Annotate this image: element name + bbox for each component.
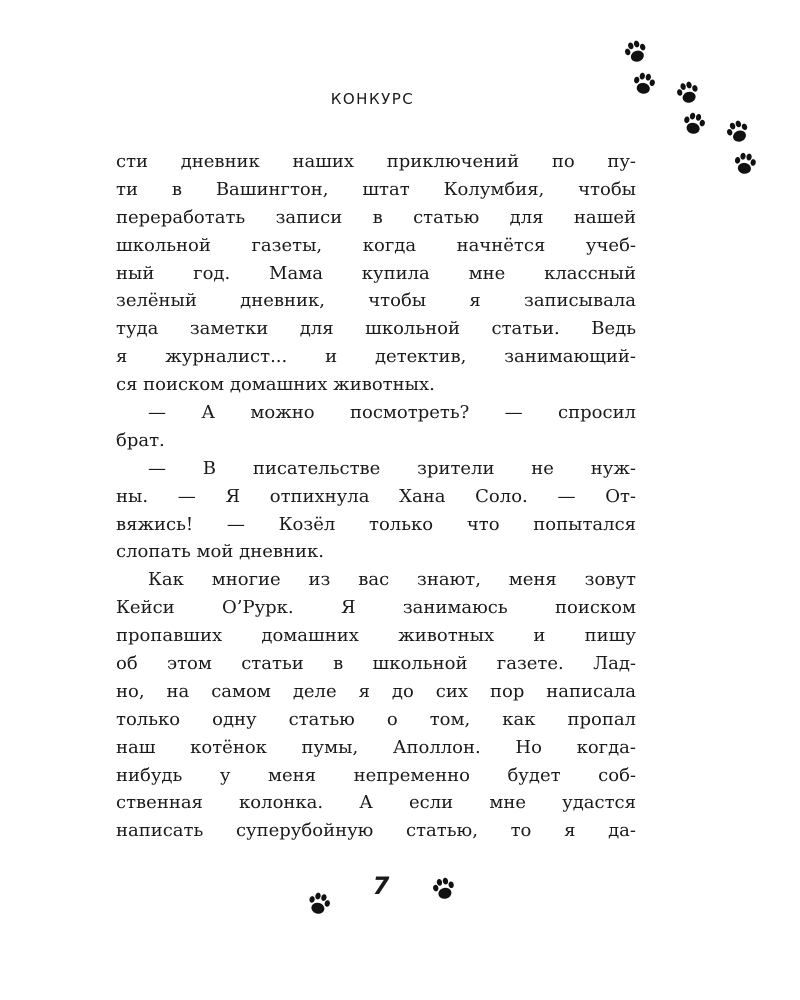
paw-print-icon — [302, 887, 336, 921]
text-line: пропавших домашних животных и пишу — [116, 625, 636, 647]
running-head: КОНКУРС — [330, 90, 415, 108]
page-number: 7 — [372, 872, 390, 900]
text-line: нибудь у меня непременно будет соб- — [116, 764, 636, 786]
text-line: ти в Вашингтон, штат Колумбия, чтобы — [116, 178, 636, 200]
paw-print-icon — [618, 34, 653, 69]
text-line: наш котёнок пумы, Аполлон. Но когда- — [116, 736, 636, 758]
body-text — [116, 148, 636, 845]
text-line: зелёный дневник, чтобы я записывала — [116, 290, 636, 312]
text-line: написать суперубойную статью, то я да- — [116, 820, 636, 842]
text-line: Как многие из вас знают, меня зовут — [148, 569, 636, 591]
text-line: брат. — [116, 429, 165, 451]
text-line: ны. — Я отпихнула Хана Соло. — От- — [116, 485, 636, 507]
text-line: — В писательстве зрители не нуж- — [148, 457, 636, 479]
paw-print-icon — [628, 68, 660, 100]
text-line: слопать мой дневник. — [116, 541, 324, 563]
paw-print-icon — [729, 148, 761, 180]
text-line: школьной газеты, когда начнётся учеб- — [116, 234, 636, 256]
text-line: переработать записи в статью для нашей — [116, 206, 636, 228]
text-line: сти дневник наших приключений по пу- — [116, 151, 636, 172]
text-line: вяжись! — Козёл только что попытался — [116, 513, 636, 535]
paw-print-icon — [427, 872, 460, 905]
text-line: ся поиском домашних животных. — [116, 374, 435, 396]
text-line: об этом статьи в школьной газете. Лад- — [116, 653, 636, 675]
text-line: ный год. Мама купила мне классный — [116, 262, 636, 284]
text-line: туда заметки для школьной статьи. Ведь — [116, 318, 636, 340]
text-line: ственная колонка. А если мне удастся — [116, 792, 636, 814]
paw-print-icon — [720, 114, 756, 150]
text-line: Кейси О’Рурк. Я занимаюсь поиском — [116, 597, 636, 619]
text-line: — А можно посмотреть? — спросил — [148, 402, 636, 424]
text-line: только одну статью о том, как пропал — [116, 708, 636, 730]
paw-print-icon — [677, 107, 710, 140]
text-line: но, на самом деле я до сих пор написала — [116, 680, 636, 702]
text-line: я журналист... и детектив, занимающий- — [116, 346, 636, 368]
